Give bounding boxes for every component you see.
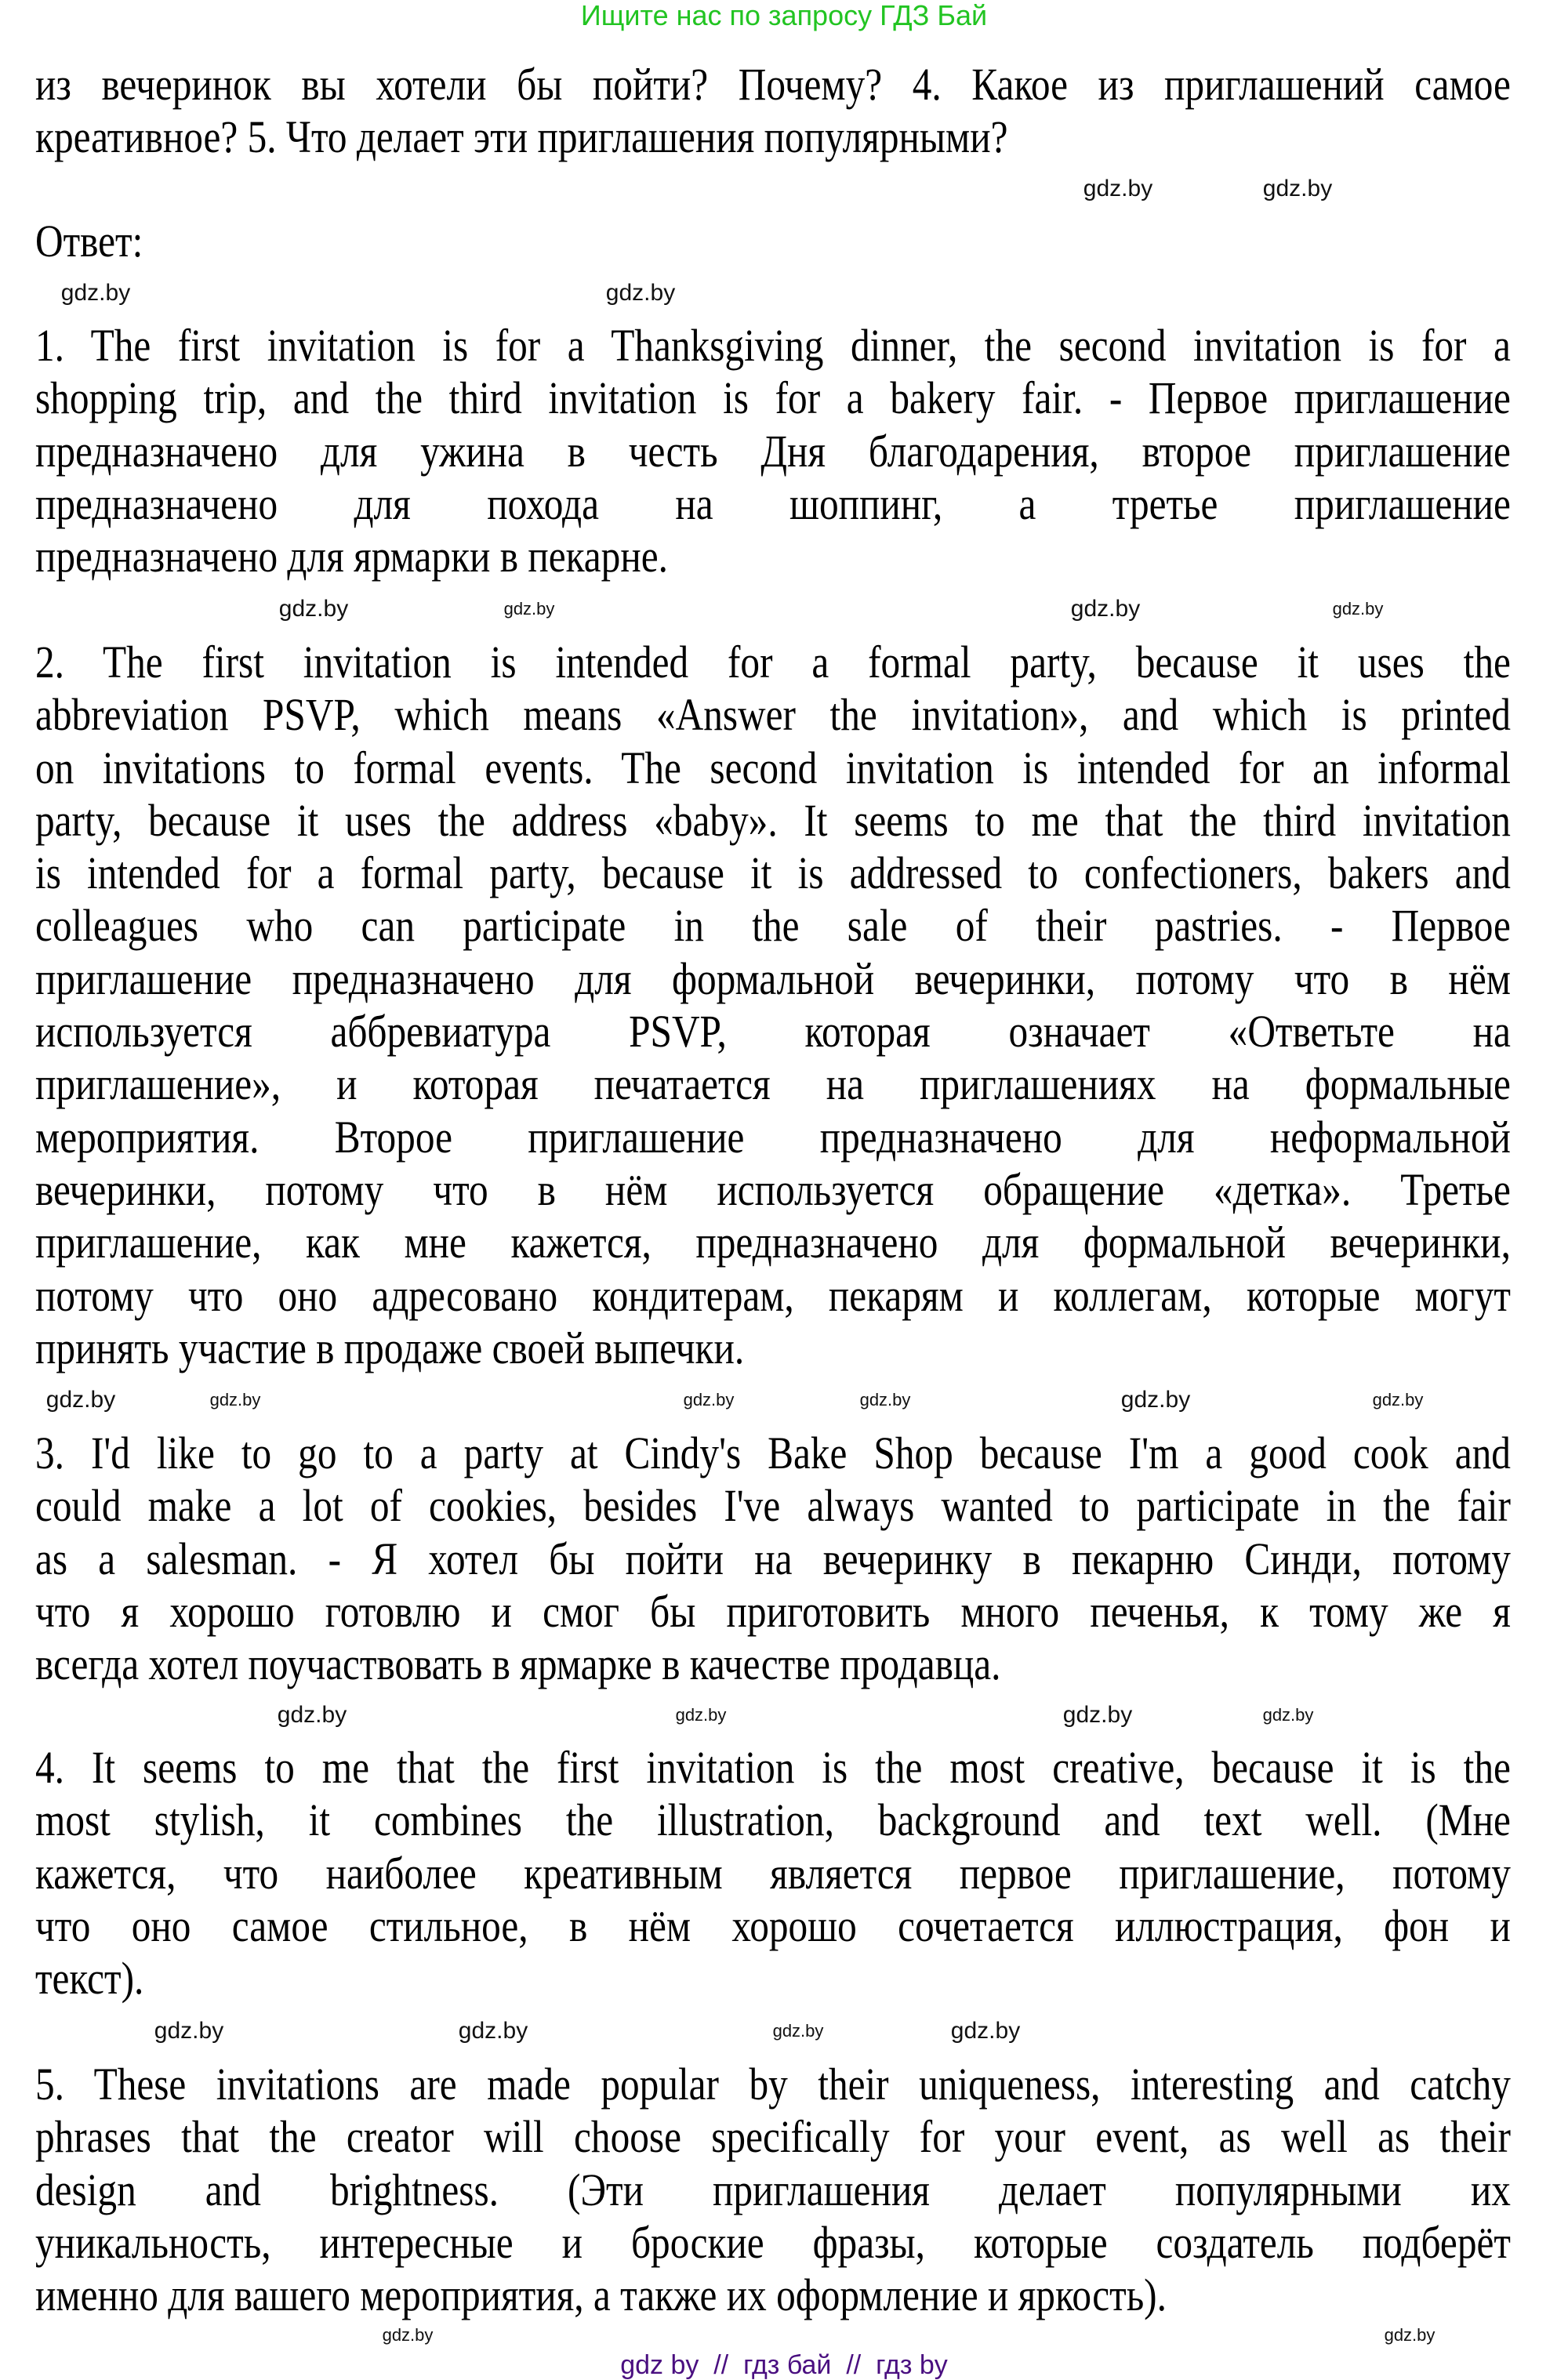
- watermark: gdz.by: [605, 280, 676, 306]
- text-line: потому что оно адресовано кондитерам, пекарям и коллегам, которые могут: [35, 1269, 1511, 1321]
- text-line: most stylish, it combines the illustration, background and text well. (Мне: [35, 1794, 1511, 1846]
- text-line: кажется, что наиболее креативным является первое приглашение, потому: [35, 1847, 1511, 1899]
- text-line: вечеринки, потому что в нём используется обращение «детка». Третье: [35, 1163, 1511, 1215]
- text-line: приглашение, как мне кажется, предназначено для формальной вечеринки,: [35, 1217, 1511, 1268]
- watermark: gdz.by: [859, 1390, 911, 1409]
- text-line: мероприятия. Второе приглашение предназначено для неформальной: [35, 1111, 1511, 1163]
- watermark: gdz.by: [1070, 596, 1141, 622]
- text-line: что оно самое стильное, в нём хорошо сочетается иллюстрация, фон и: [35, 1899, 1511, 1951]
- text-line: phrases that the creator will choose specifically for your event, as well as their: [35, 2111, 1511, 2163]
- text-line: abbreviation PSVP, which means «Answer the invitation», and which is printed: [35, 689, 1511, 741]
- watermark: gdz.by: [950, 2018, 1021, 2044]
- text-line: 4. It seems to me that the first invitation is the most creative, because it is the: [35, 1742, 1511, 1793]
- watermark: gdz.by: [382, 2325, 434, 2345]
- text-line: as a salesman. - Я хотел бы пойти на вечеринку в пекарню Синди, потому: [35, 1533, 1511, 1584]
- text-line: 3. I'd like to go to a party at Cindy's Bake Shop because I'm a good cook and: [35, 1428, 1511, 1478]
- watermark: gdz.by: [45, 1387, 116, 1413]
- watermark: gdz.by: [1332, 599, 1384, 619]
- watermark: gdz.by: [277, 1702, 347, 1728]
- text-line: design and brightness. (Эти приглашения делает популярными их: [35, 2164, 1511, 2215]
- text-line: 1. The first invitation is for a Thanksgiving dinner, the second invitation is for a: [35, 320, 1511, 371]
- question-continuation: [35, 58, 1511, 164]
- text-line: colleagues who can participate in the sale of their pastries. - Первое: [35, 900, 1511, 952]
- text-line: используется аббревиатура PSVP, которая означает «Ответьте на: [35, 1006, 1511, 1058]
- watermark: gdz.by: [503, 599, 555, 619]
- site-banner: Ищите нас по запросу ГДЗ Бай: [580, 0, 988, 31]
- watermark: gdz.by: [209, 1390, 261, 1409]
- watermark: gdz.by: [772, 2021, 824, 2041]
- text-line: именно для вашего мероприятия, а также их оформление и яркость).: [35, 2269, 1167, 2321]
- watermark: gdz.by: [278, 596, 349, 622]
- watermark: gdz.by: [60, 280, 131, 306]
- watermark: gdz.by: [1262, 176, 1333, 201]
- watermark: gdz.by: [683, 1390, 735, 1409]
- text-line: party, because it uses the address «baby». It seems to me that the third invitation: [35, 794, 1511, 846]
- text-line: приглашение предназначено для формальной вечеринки, потому что в нём: [35, 952, 1511, 1004]
- text-line: on invitations to formal events. The second invitation is intended for an informal: [35, 742, 1511, 793]
- answer-5: [35, 2058, 1511, 2321]
- text-line: приглашение», и которая печатается на приглашениях на формальные: [35, 1058, 1511, 1110]
- text-line: предназначено для ужина в честь Дня благодарения, второе приглашение: [35, 425, 1511, 477]
- answer-2: [35, 636, 1511, 1374]
- text-line: is intended for a formal party, because it is addressed to confectioners, bakers and: [35, 847, 1511, 899]
- watermark: gdz.by: [1372, 1390, 1424, 1409]
- text-line: что я хорошо готовлю и смог бы приготовить много печенья, к тому же я: [35, 1585, 1511, 1637]
- answer-3: [35, 1427, 1511, 1690]
- text-line: текст).: [35, 1953, 144, 2004]
- text-line: принять участие в продаже своей выпечки.: [35, 1322, 745, 1373]
- text-line: could make a lot of cookies, besides I've always wanted to participate in the fair: [35, 1480, 1511, 1532]
- watermark: gdz.by: [154, 2018, 224, 2044]
- text-line: из вечеринок вы хотели бы пойти? Почему? 4. Какое из приглашений самое: [35, 59, 1511, 110]
- watermark: gdz.by: [1384, 2325, 1436, 2345]
- watermark: gdz.by: [1083, 176, 1153, 201]
- watermark: gdz.by: [458, 2018, 528, 2044]
- text-line: предназначено для похода на шоппинг, а третье приглашение: [35, 477, 1511, 529]
- answer-1: [35, 319, 1511, 582]
- text-line: всегда хотел поучаствовать в ярмарке в качестве продавца.: [35, 1638, 1001, 1690]
- text-line: 5. These invitations are made popular by their uniqueness, interesting and catchy: [35, 2059, 1511, 2110]
- watermark: gdz.by: [1120, 1387, 1191, 1413]
- text-line: Ответ:: [35, 216, 143, 267]
- text-line: креативное? 5. Что делает эти приглашения популярными?: [35, 111, 1008, 163]
- watermark: gdz.by: [675, 1705, 727, 1725]
- text-line: предназначено для ярмарки в пекарне.: [35, 531, 668, 582]
- text-line: уникальность, интересные и броские фразы, которые создатель подберёт: [35, 2216, 1511, 2268]
- text-line: shopping trip, and the third invitation is for a bakery fair. - Первое приглашение: [35, 372, 1511, 424]
- answer-4: [35, 1741, 1511, 2004]
- watermark: gdz.by: [1262, 1705, 1314, 1725]
- watermark: gdz.by: [1062, 1702, 1133, 1728]
- answer-label: [35, 215, 1511, 267]
- text-line: 2. The first invitation is intended for a formal party, because it uses the: [35, 637, 1511, 688]
- site-footer: gdz by // гдз бай // гдз by: [620, 2350, 948, 2380]
